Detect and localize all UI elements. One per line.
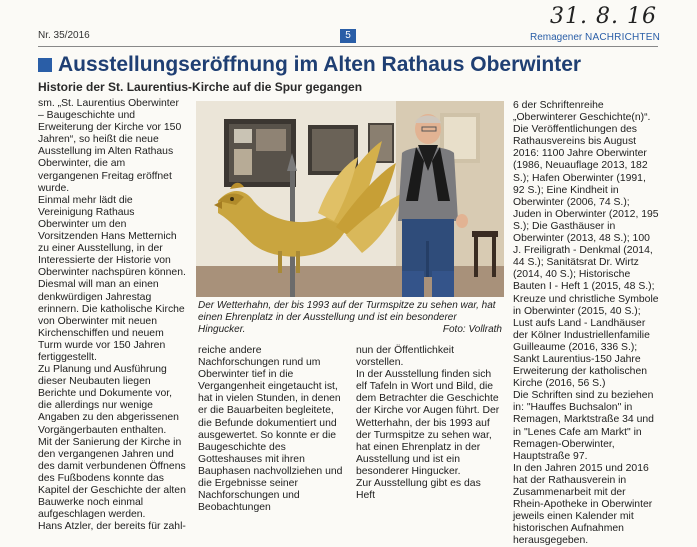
paragraph: Die Schriften sind zu beziehen in: "Hauffes Buchsalon" in Remagen, Marktstraße 34 und in "Lenes Cafe am Markt" in Remagen-Oberwinter, Hauptstraße 97. xyxy=(513,390,654,462)
page-number: 5 xyxy=(340,29,356,43)
masthead xyxy=(530,32,660,43)
photo-caption xyxy=(198,300,502,336)
paragraph: nun der Öffentlichkeit vorstellen. xyxy=(356,345,455,369)
masthead-suffix: NACHRICHTEN xyxy=(585,32,661,43)
headline-text: Ausstellungseröffnung im Alten Rathaus Oberwinter xyxy=(58,53,582,76)
article-headline xyxy=(38,53,668,77)
paragraph: Zur Ausstellung gibt es das Heft xyxy=(356,478,481,502)
handwritten-date: 31. 8. 16 xyxy=(550,4,657,29)
article-column-4 xyxy=(513,100,659,547)
paragraph: Die Veröffentlichungen des Rathausvereins bis August 2016: 1100 Jahre Oberwinter (1986, Neuauflage 2013, 182 S.); Hafen Oberwinter (1991, 92 S.); Eine Kindheit in Oberwinter (2006, 74 S.); Juden in Oberwinter (2012, 195 S.); Die Gasthäuser in Oberwinter (2013, 48 S.); 100 J. Freiligrath - Denkmal (2014, 44 S.); Sanitätsrat Dr. Wirtz (2014, 40 S.); Historische Bauten I - Heft 1 (2015, 48 S.); Kreuze und christliche Symbole in Oberwinter (2015, 40 S.); Lust aufs Land - Landhäuser der Kölner Industriellenfamilie Guilleaume (2016, 336 S.); Sankt Laurentius-150 Jahre Erweiterung der katholischen Kirche (2016, 56 S.) xyxy=(513,124,659,390)
paragraph: Diesmal will man an einen denkwürdigen Jahrestag erinnern. Die katholische Kirche von Oberwinter mit neuen Kirchenschiffen und neuem Turm wurde vor 150 Jahren fertiggestellt. xyxy=(38,279,185,363)
caption-text: Der Wetterhahn, der bis 1993 auf der Turmspitze zu sehen war, hat einen Ehrenplatz in der Ausstellung und ist ein besonderer Hingucker. xyxy=(198,300,496,335)
paragraph: Einmal mehr lädt die Vereinigung Rathaus Oberwinter um den Vorsitzenden Hans Metternich zu einer Ausstellung, in der Interessierte der Historie von Oberwinter nachspüren können. xyxy=(38,194,186,279)
article-photo xyxy=(196,101,504,297)
paragraph: Zu Planung und Ausführung dieser Neubauten liegen Berichte und Dokumente vor, die allerdings nur wenige Angaben zu den abgerissenen Vorgängerbauten enthalten. xyxy=(38,364,179,436)
article-column-2 xyxy=(198,345,344,514)
paragraph: In der Ausstellung finden sich elf Tafeln in Wort und Bild, die dem Betrachter die Geschichte der Kirche vor Augen führt. Der Wetterhahn, der bis 1993 auf der Turmspitze zu sehen war, hat einen Ehrenplatz in der Ausstellung und ist ein besonderer Hingucker. xyxy=(356,369,500,477)
paragraph: 6 der Schriftenreihe „Oberwinterer Geschichte(n)“. xyxy=(513,100,651,124)
header-rule xyxy=(38,46,658,47)
article-column-3 xyxy=(356,345,502,500)
page-header xyxy=(0,0,697,50)
paragraph: Mit der Sanierung der Kirche in den vergangenen Jahren und des damit verbundenen Öffnens des Fußbodens konnte das Kapitel der Geschichte der alten Bauwerke noch einmal aufgeschlagen werden. xyxy=(38,436,186,521)
masthead-prefix: Remagener xyxy=(530,32,583,43)
paragraph: In den Jahren 2015 und 2016 hat der Rathausverein in Zusammenarbeit mit der Rhein-Apotheke in Oberwinter jeweils einen Kalender mit historischen Aufnahmen herausgegeben. xyxy=(513,462,653,547)
issue-number: Nr. 35/2016 xyxy=(38,30,90,41)
weathercock-photo-illustration xyxy=(196,101,504,297)
paragraph: reiche andere Nachforschungen rund um Oberwinter tief in die Vergangenheit eingetaucht ist, hat in vielen Stunden, in denen er die Bauarbeiten begleitete, die Befunde dokumentiert und ausgewertet. So konnte er die Baugeschichte des Gotteshauses mit ihren Bauphasen nachvollziehen und die Ergebnisse seiner Nachforschungen und Beobachtungen xyxy=(198,345,343,514)
photo-credit: Foto: Vollrath xyxy=(442,324,502,335)
article-subheadline: Historie der St. Laurentius-Kirche auf die Spur gegangen xyxy=(38,80,363,94)
paragraph: sm. „St. Laurentius Oberwinter – Baugeschichte und Erweiterung der Kirche vor 150 Jahren“, so heißt die neue Ausstellung im Alten Rathaus Oberwinter, die am vergangenen Freitag eröffnet wurde. xyxy=(38,98,182,194)
article-column-1 xyxy=(38,98,186,533)
paragraph: Hans Atzler, der bereits für zahl- xyxy=(38,521,186,533)
headline-square-icon xyxy=(38,58,52,72)
